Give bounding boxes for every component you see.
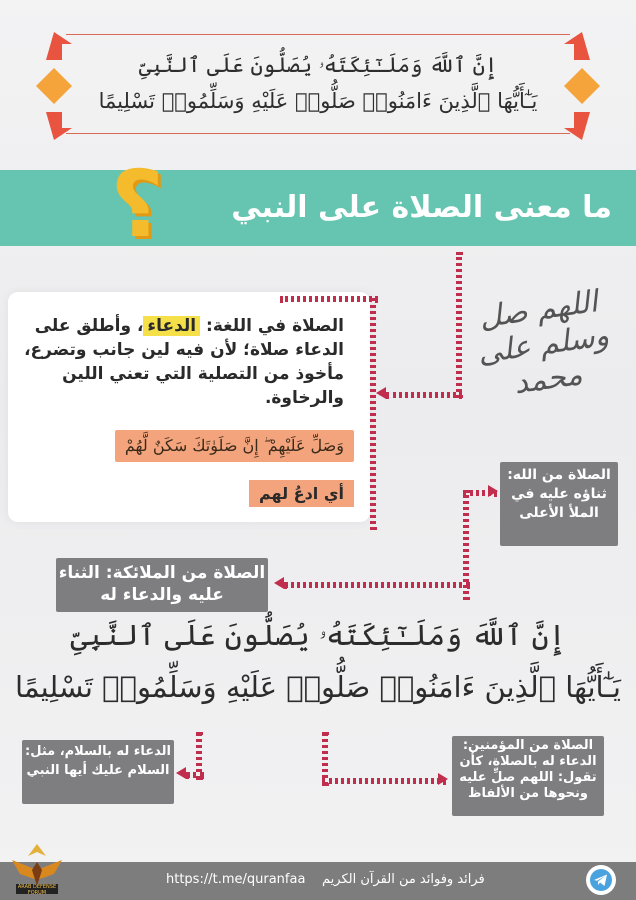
footer-caption: فرائد وفوائد من القرآن الكريم bbox=[322, 872, 485, 887]
connector-angels bbox=[284, 582, 470, 588]
box-from-angels bbox=[56, 558, 268, 612]
forum-logo-text: ARAB DEFENSE FORUM bbox=[17, 884, 57, 896]
frame-top-line bbox=[66, 34, 570, 35]
box-salam bbox=[22, 740, 174, 804]
box-salam-text: الدعاء له بالسلام، مثل: السلام عليك أيها النبي bbox=[25, 744, 171, 778]
definition-prefix: الصلاة في اللغة: bbox=[200, 316, 344, 336]
definition-rest: ، وأطلق على الدعاء صلاة؛ لأن فيه لين جانب وتضرع، مأخوذ من التصلية التي تعني اللين والرخاوة. bbox=[24, 316, 344, 408]
frame-bottom-line bbox=[66, 133, 570, 134]
arrow-right-icon bbox=[488, 485, 498, 497]
arrow-left-icon bbox=[176, 767, 186, 779]
box-from-allah-text: الصلاة من الله: ثناؤه عليه في الملأ الأعلى bbox=[507, 467, 611, 521]
card-top-dots bbox=[280, 296, 378, 302]
footer-bar bbox=[0, 862, 636, 900]
title-banner bbox=[0, 170, 636, 246]
highlight-word: الدعاء bbox=[143, 316, 200, 336]
arrow-left-icon bbox=[274, 577, 284, 589]
arrow-right-icon bbox=[438, 773, 448, 785]
ornament-icon bbox=[564, 32, 600, 140]
big-verse-line-2: يَـٰٓأَيُّهَا ٱلَّذِينَ ءَامَنُوا۟ صَلُّوا۟ عَلَيْهِ وَسَلِّمُوا۟ تَسْلِيمًا bbox=[15, 670, 621, 704]
box-from-believers-text: الصلاة من المؤمنين: الدعاء له بالصلاة، كأن تقول: اللهم صلِّ عليه ونحوها من الألفاظ bbox=[459, 738, 597, 801]
ornament-icon-left-group bbox=[34, 30, 74, 142]
box-from-allah bbox=[500, 462, 618, 546]
question-mark-icon: ؟ bbox=[110, 151, 164, 258]
footer-link[interactable]: https://t.me/quranfaa bbox=[166, 872, 306, 887]
calligraphy-image: اللهم صل وسلم على محمد bbox=[475, 284, 612, 402]
top-verse-line-2: يَـٰٓأَيُّهَا ٱلَّذِينَ ءَامَنُوا۟ صَلُّوا۟ عَلَيْهِ وَسَلِّمُوا۟ تَسْلِيمًا bbox=[98, 89, 538, 113]
card-edge-dots bbox=[370, 298, 376, 530]
language-definition-text bbox=[24, 314, 344, 410]
big-verse-line-1: إِنَّ ٱللَّهَ وَمَلَـٰٓئِكَتَهُۥ يُصَلُّونَ عَلَى ٱلنَّبِىِّ bbox=[70, 618, 566, 652]
verse-meaning-chip: أي ادعُ لهم bbox=[249, 480, 354, 507]
ornament-icon bbox=[36, 32, 72, 140]
arrow-left-icon bbox=[376, 387, 386, 399]
connector-salam-left bbox=[186, 772, 204, 778]
box-from-angels-text: الصلاة من الملائكة: الثناء عليه والدعاء له bbox=[58, 563, 266, 605]
box-from-believers bbox=[452, 736, 604, 816]
page-title: ما معنى الصلاة على النبي bbox=[231, 190, 612, 225]
top-verse-line-1: إِنَّ ٱللَّهَ وَمَلَـٰٓئِكَتَهُۥ يُصَلُّونَ عَلَى ٱلنَّبِىِّ bbox=[138, 53, 498, 77]
top-verse-frame bbox=[66, 34, 570, 134]
verse-chip: وَصَلِّ عَلَيْهِمْ ۖ إِنَّ صَلَوٰتَكَ سَكَنٌ لَّهُمْ bbox=[115, 430, 354, 462]
ornament-icon-right-group bbox=[562, 30, 602, 142]
connector-to-card bbox=[386, 392, 462, 398]
language-definition-card bbox=[8, 292, 370, 522]
telegram-icon[interactable] bbox=[586, 865, 616, 895]
connector-believers-right bbox=[322, 778, 446, 784]
